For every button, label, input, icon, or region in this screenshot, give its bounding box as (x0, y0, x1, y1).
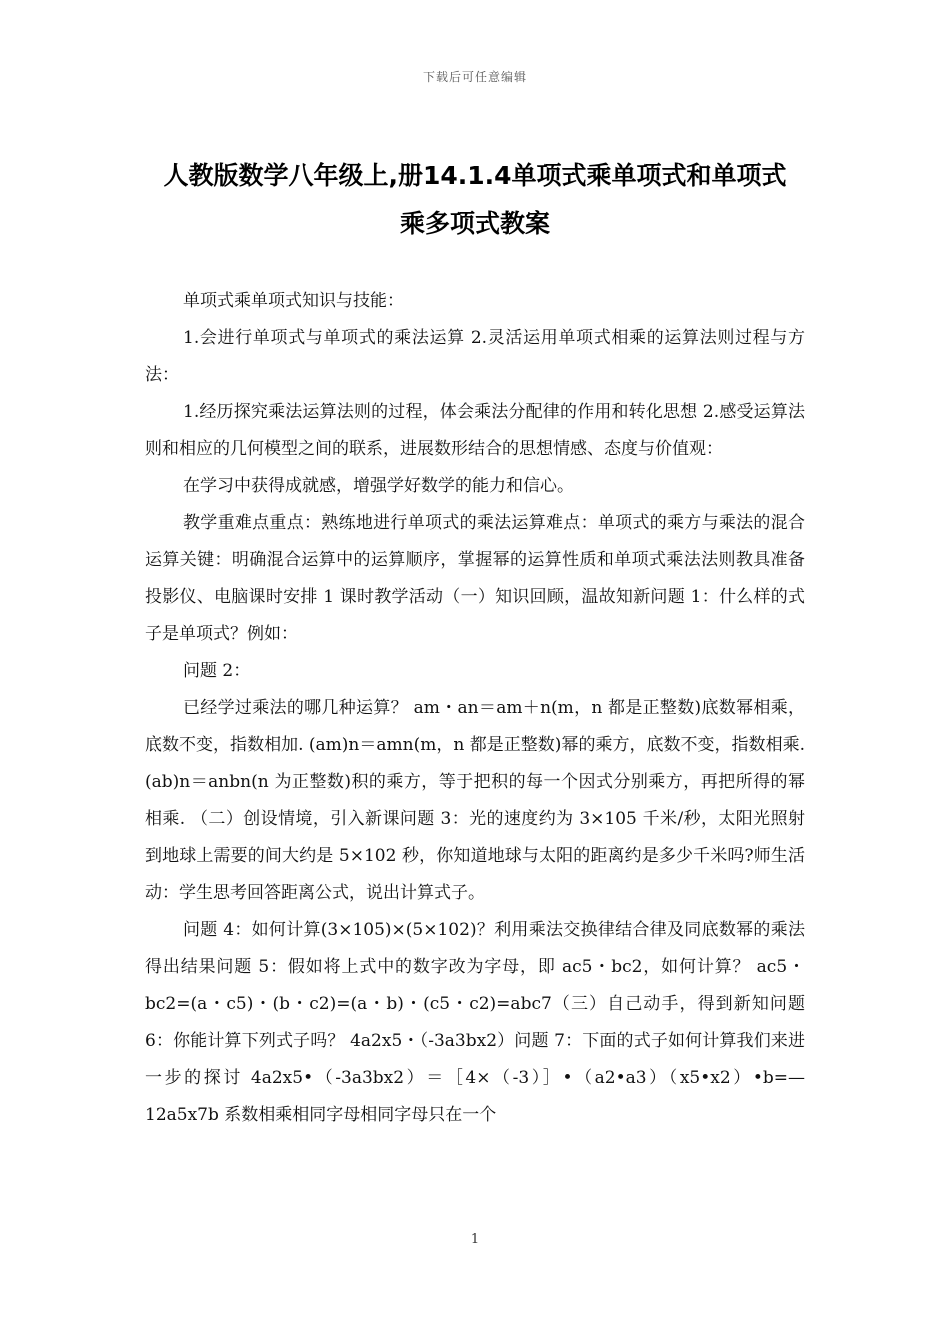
paragraph-attitude-values: 在学习中获得成就感，增强学好数学的能力和信心。 (183, 476, 574, 496)
document-title-line-2: 乘多项式教案 (399, 209, 550, 238)
paragraph-process-methods: 1.经历探究乘法运算法则的过程，体会乘法分配律的作用和转化思想 2.感受运算法则和相应的几何模型之间的联系，进展数形结合的思想情感、态度与价值观： (145, 402, 805, 459)
paragraph-question-2-body: 已经学过乘法的哪几种运算？ am・an＝am＋n(m，n 都是正整数)底数幂相乘，底数不变，指数相加. (am)n＝amn(m，n 都是正整数)幂的乘方，底数不变，指数相乘. (ab)n＝anbn(n 为正整数)积的乘方，等于把积的每一个因式分别乘方，再把所得的幂相乘. （二）创设情境，引入新课问题 3：光的速度约为 3×105 千米/秒，太阳光照射到地球上需要的间大约是 5×102 秒，你知道地球与太阳的距离约是多少千米吗?师生活动：学生思考回答距离公式，说出计算式子。 (145, 698, 805, 903)
paragraph-key-difficulties: 教学重难点重点：熟练地进行单项式的乘法运算难点：单项式的乘方与乘法的混合运算关键：明确混合运算中的运算顺序，掌握幂的运算性质和单项式乘法法则教具准备投影仪、电脑课时安排 1 课时教学活动（一）知识回顾，温故知新问题 1：什么样的式子是单项式？例如： (145, 513, 805, 644)
page-number: 1 (470, 1232, 480, 1247)
paragraph-section-heading: 单项式乘单项式知识与技能： (183, 291, 404, 311)
paragraph-question-2-label: 问题 2： (183, 661, 251, 681)
page-header-note: 下载后可任意编辑 (422, 70, 527, 84)
paragraph-questions-4-7: 问题 4：如何计算(3×105)×(5×102)？利用乘法交换律结合律及同底数幂的乘法得出结果问题 5：假如将上式中的数字改为字母，即 ac5・bc2，如何计算？ ac5・bc2=(a・c5)・(b・c2)=(a・b)・(c5・c2)=abc7（三）自己动手，得到新知问题 6：你能计算下列式子吗？ 4a2x5・（-3a3bx2）问题 7：下面的式子如何计算我们来进一步的探讨 4a2x5•（-3a3bx2）＝［4×（-3）］•（a2•a3）（x5•x2）•b=—12a5x7b 系数相乘相同字母相同字母只在一个 (145, 920, 805, 1125)
document-body (145, 283, 805, 1134)
document-title-line-1: 人教版数学八年级上,册14.1.4单项式乘单项式和单项式 (163, 161, 787, 190)
document-title (100, 152, 850, 248)
paragraph-knowledge-skills: 1.会进行单项式与单项式的乘法运算 2.灵活运用单项式相乘的运算法则过程与方法： (145, 328, 805, 385)
